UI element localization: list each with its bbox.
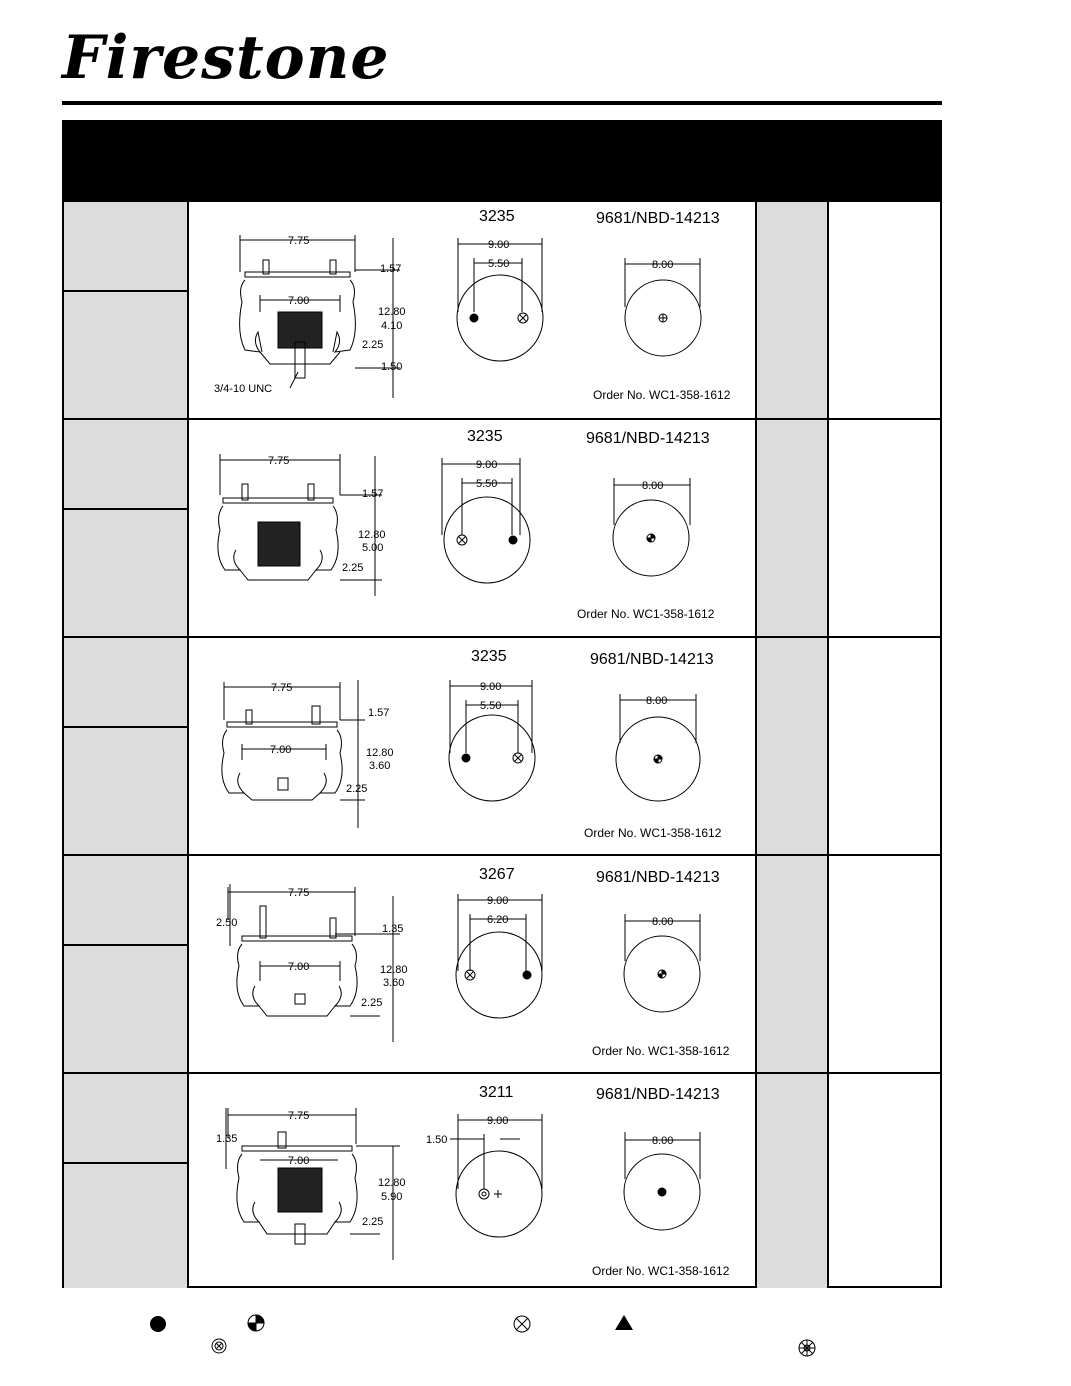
header-rule <box>62 101 942 105</box>
air-spring-drawing <box>190 856 755 1072</box>
dim-plate: 9.00 <box>488 239 510 251</box>
row-diagram <box>190 856 755 1072</box>
solid-dot-icon <box>150 1316 166 1332</box>
dim-piston: 4.10 <box>381 320 403 332</box>
dim-height: 12.80 <box>378 306 406 318</box>
dim-spacing: 5.50 <box>488 258 510 270</box>
triangle-icon <box>615 1315 633 1330</box>
row-mid-cell <box>755 856 829 1072</box>
row-diagram <box>190 638 755 854</box>
row-label-cell <box>64 638 189 854</box>
spring-number: 3235 <box>467 428 503 445</box>
order-number: Order No. WC1-358-1612 <box>577 607 715 621</box>
dim-inner: 7.00 <box>288 961 310 973</box>
order-number: Order No. WC1-358-1612 <box>592 1044 730 1058</box>
dim-width: 7.75 <box>268 455 290 467</box>
table-row <box>64 202 940 420</box>
row-label-cell <box>64 1074 189 1288</box>
air-spring-drawing <box>190 1074 755 1290</box>
dim-width: 7.75 <box>271 682 293 694</box>
dim-base: 2.25 <box>342 562 364 574</box>
table-row <box>64 1072 940 1288</box>
quartered-circle-icon <box>248 1315 264 1331</box>
dim-stud-left: 2.50 <box>216 917 238 929</box>
dim-bottom-plate: 8.00 <box>652 259 674 271</box>
bead-number: 9681/NBD-14213 <box>596 210 720 227</box>
bead-number: 9681/NBD-14213 <box>586 430 710 447</box>
legend <box>0 1300 1071 1370</box>
order-number: Order No. WC1-358-1612 <box>584 826 722 840</box>
air-spring-drawing <box>190 638 755 854</box>
spoked-circle-icon <box>799 1340 815 1356</box>
dim-bottom-plate: 8.00 <box>652 916 674 928</box>
dim-bottom-plate: 8.00 <box>652 1135 674 1147</box>
row-mid-cell <box>755 420 829 636</box>
dim-bottom-plate: 8.00 <box>642 480 664 492</box>
row-mid-cell <box>755 1074 829 1288</box>
table-row <box>64 636 940 854</box>
row-diagram <box>190 1074 755 1288</box>
dim-offset: 1.50 <box>426 1134 448 1146</box>
dim-stud: 1.50 <box>381 361 403 373</box>
dim-spacing: 5.50 <box>480 700 502 712</box>
dim-width: 7.75 <box>288 235 310 247</box>
dim-width: 7.75 <box>288 1110 310 1122</box>
dim-top: 1.57 <box>362 488 384 500</box>
dim-base: 2.25 <box>346 783 368 795</box>
table-header-bar <box>62 120 942 200</box>
dim-thread: 3/4-10 UNC <box>214 383 273 395</box>
bead-number: 9681/NBD-14213 <box>596 1086 720 1103</box>
dim-height: 12.80 <box>380 964 408 976</box>
spring-number: 3211 <box>479 1084 514 1101</box>
dim-piston: 3.60 <box>369 760 391 772</box>
air-spring-drawing <box>190 420 755 636</box>
firestone-logo: Firestone <box>62 23 390 93</box>
dim-top: 1.35 <box>382 923 404 935</box>
row-label-cell <box>64 202 189 420</box>
dim-spacing: 6.20 <box>487 914 509 926</box>
row-diagram <box>190 202 755 420</box>
table-row <box>64 854 940 1072</box>
table-row <box>64 418 940 636</box>
dim-inner: 7.00 <box>270 744 292 756</box>
dim-base: 2.25 <box>362 339 384 351</box>
dim-height: 12.80 <box>366 747 394 759</box>
dim-piston: 5.90 <box>381 1191 403 1203</box>
dim-height: 12.80 <box>378 1177 406 1189</box>
spring-number: 3235 <box>479 208 515 225</box>
dim-plate: 9.00 <box>487 895 509 907</box>
dim-inner: 7.00 <box>288 1155 310 1167</box>
dim-plate: 9.00 <box>476 459 498 471</box>
spring-number: 3235 <box>471 648 507 665</box>
dim-bottom-plate: 8.00 <box>646 695 668 707</box>
spring-number: 3267 <box>479 866 515 883</box>
dim-inner: 7.00 <box>288 295 310 307</box>
dim-height: 12.80 <box>358 529 386 541</box>
row-mid-cell <box>755 202 829 420</box>
dim-plate: 9.00 <box>480 681 502 693</box>
order-number: Order No. WC1-358-1612 <box>593 388 731 402</box>
dim-plate: 9.00 <box>487 1115 509 1127</box>
dim-piston: 3.60 <box>383 977 405 989</box>
bead-number: 9681/NBD-14213 <box>590 651 714 668</box>
air-fitting-icon <box>212 1339 226 1353</box>
order-number: Order No. WC1-358-1612 <box>592 1264 730 1278</box>
spring-table <box>62 200 942 1288</box>
dim-base: 2.25 <box>362 1216 384 1228</box>
dim-top: 1.35 <box>216 1133 238 1145</box>
dim-top: 1.57 <box>380 263 402 275</box>
bead-number: 9681/NBD-14213 <box>596 869 720 886</box>
dim-base: 2.25 <box>361 997 383 1009</box>
x-circle-icon <box>514 1316 530 1332</box>
row-mid-cell <box>755 638 829 854</box>
air-spring-drawing <box>190 202 755 418</box>
dim-piston: 5.00 <box>362 542 384 554</box>
row-diagram <box>190 420 755 636</box>
dim-top: 1.57 <box>368 707 390 719</box>
dim-spacing: 5.50 <box>476 478 498 490</box>
row-label-cell <box>64 856 189 1072</box>
dim-width: 7.75 <box>288 887 310 899</box>
row-label-cell <box>64 420 189 636</box>
